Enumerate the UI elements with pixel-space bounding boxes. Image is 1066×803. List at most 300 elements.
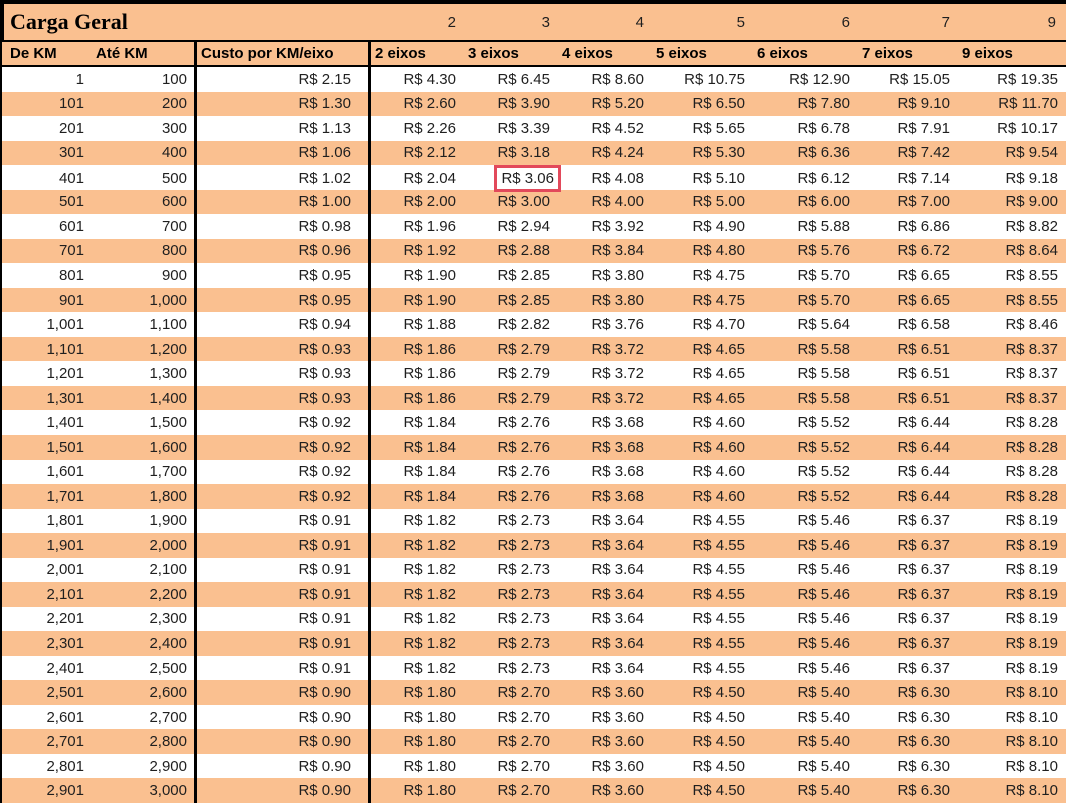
- cell-r18-c5[interactable]: R$ 2.76: [497, 487, 550, 505]
- cell-r1-c9[interactable]: R$ 15.05: [889, 70, 950, 88]
- cell-r5-c4[interactable]: R$ 2.04: [368, 165, 464, 192]
- cell-r18-c3[interactable]: R$ 0.92: [194, 484, 368, 509]
- cell-r24-c9[interactable]: R$ 6.37: [897, 634, 950, 652]
- cell-r30-c6[interactable]: R$ 3.60: [591, 782, 644, 800]
- cell-r9-c4[interactable]: R$ 1.90: [368, 263, 464, 288]
- cell-r1-c1[interactable]: 1: [75, 70, 84, 88]
- cell-r23-c10[interactable]: R$ 8.19: [1005, 610, 1058, 628]
- cell-r22-c6[interactable]: R$ 3.64: [591, 585, 644, 603]
- cell-r8-c8[interactable]: R$ 5.76: [797, 242, 850, 260]
- title-axle-count-3[interactable]: 3: [541, 13, 550, 31]
- cell-r12-c5[interactable]: R$ 2.79: [497, 340, 550, 358]
- cell-r12-c1[interactable]: 1,101: [46, 340, 84, 358]
- cell-r12-c2[interactable]: 1,200: [149, 340, 187, 358]
- cell-r19-c2[interactable]: 1,900: [149, 512, 187, 530]
- cell-r5-c2[interactable]: 500: [161, 170, 187, 188]
- cell-r16-c5[interactable]: R$ 2.76: [497, 438, 550, 456]
- cell-r2-c8[interactable]: R$ 7.80: [797, 95, 850, 113]
- cell-r12-c3[interactable]: R$ 0.93: [194, 337, 368, 362]
- cell-r17-c9[interactable]: R$ 6.44: [897, 463, 950, 481]
- cell-r14-c4[interactable]: R$ 1.86: [368, 386, 464, 411]
- cell-r16-c1[interactable]: 1,501: [46, 438, 84, 456]
- cell-r8-c4[interactable]: R$ 1.92: [368, 239, 464, 264]
- cell-r13-c10[interactable]: R$ 8.37: [1005, 365, 1058, 383]
- cell-r14-c10[interactable]: R$ 8.37: [1005, 389, 1058, 407]
- cell-r18-c10[interactable]: R$ 8.28: [1005, 487, 1058, 505]
- cell-r14-c2[interactable]: 1,400: [149, 389, 187, 407]
- cell-r9-c3[interactable]: R$ 0.95: [194, 263, 368, 288]
- cell-r8-c2[interactable]: 800: [161, 242, 187, 260]
- cell-r15-c4[interactable]: R$ 1.84: [368, 410, 464, 435]
- cell-r18-c2[interactable]: 1,800: [149, 487, 187, 505]
- cell-r17-c1[interactable]: 1,601: [46, 463, 84, 481]
- cell-r27-c8[interactable]: R$ 5.40: [797, 708, 850, 726]
- cell-r18-c8[interactable]: R$ 5.52: [797, 487, 850, 505]
- cell-r16-c4[interactable]: R$ 1.84: [368, 435, 464, 460]
- cell-r16-c2[interactable]: 1,600: [149, 438, 187, 456]
- cell-r20-c4[interactable]: R$ 1.82: [368, 533, 464, 558]
- header-5-eixos[interactable]: 5 eixos: [656, 45, 707, 62]
- cell-r7-c2[interactable]: 700: [161, 217, 187, 235]
- cell-r24-c3[interactable]: R$ 0.91: [194, 631, 368, 656]
- cell-r3-c6[interactable]: R$ 4.52: [591, 119, 644, 137]
- header-6-eixos[interactable]: 6 eixos: [757, 45, 808, 62]
- cell-r16-c3[interactable]: R$ 0.92: [194, 435, 368, 460]
- cell-r28-c7[interactable]: R$ 4.50: [692, 733, 745, 751]
- cell-r19-c3[interactable]: R$ 0.91: [194, 509, 368, 534]
- cell-r12-c8[interactable]: R$ 5.58: [797, 340, 850, 358]
- cell-r19-c8[interactable]: R$ 5.46: [797, 512, 850, 530]
- cell-r14-c3[interactable]: R$ 0.93: [194, 386, 368, 411]
- cell-r3-c10[interactable]: R$ 10.17: [997, 119, 1058, 137]
- cell-r24-c5[interactable]: R$ 2.73: [497, 634, 550, 652]
- cell-r17-c7[interactable]: R$ 4.60: [692, 463, 745, 481]
- cell-r2-c7[interactable]: R$ 6.50: [692, 95, 745, 113]
- cell-r29-c3[interactable]: R$ 0.90: [194, 754, 368, 779]
- cell-r29-c2[interactable]: 2,900: [149, 757, 187, 775]
- cell-r8-c1[interactable]: 701: [58, 242, 84, 260]
- cell-r26-c8[interactable]: R$ 5.40: [797, 684, 850, 702]
- cell-r1-c2[interactable]: 100: [161, 70, 187, 88]
- cell-r14-c5[interactable]: R$ 2.79: [497, 389, 550, 407]
- cell-r3-c5[interactable]: R$ 3.39: [497, 119, 550, 137]
- cell-r30-c9[interactable]: R$ 6.30: [897, 782, 950, 800]
- cell-r3-c2[interactable]: 300: [161, 119, 187, 137]
- cell-r23-c7[interactable]: R$ 4.55: [692, 610, 745, 628]
- cell-r25-c9[interactable]: R$ 6.37: [897, 659, 950, 677]
- cell-r5-c3[interactable]: R$ 1.02: [194, 165, 368, 192]
- cell-r21-c6[interactable]: R$ 3.64: [591, 561, 644, 579]
- cell-r3-c1[interactable]: 201: [58, 119, 84, 137]
- cell-r23-c5[interactable]: R$ 2.73: [497, 610, 550, 628]
- cell-r3-c3[interactable]: R$ 1.13: [194, 116, 368, 141]
- cell-r15-c6[interactable]: R$ 3.68: [591, 414, 644, 432]
- cell-r7-c1[interactable]: 601: [58, 217, 84, 235]
- cell-r20-c5[interactable]: R$ 2.73: [497, 536, 550, 554]
- cell-r8-c6[interactable]: R$ 3.84: [591, 242, 644, 260]
- cell-r7-c7[interactable]: R$ 4.90: [692, 217, 745, 235]
- cell-r20-c1[interactable]: 1,901: [46, 536, 84, 554]
- cell-r6-c9[interactable]: R$ 7.00: [897, 193, 950, 211]
- cell-r20-c7[interactable]: R$ 4.55: [692, 536, 745, 554]
- cell-r29-c5[interactable]: R$ 2.70: [497, 757, 550, 775]
- cell-r24-c4[interactable]: R$ 1.82: [368, 631, 464, 656]
- cell-r10-c3[interactable]: R$ 0.95: [194, 288, 368, 313]
- cell-r26-c5[interactable]: R$ 2.70: [497, 684, 550, 702]
- cell-r11-c8[interactable]: R$ 5.64: [797, 316, 850, 334]
- cell-r11-c9[interactable]: R$ 6.58: [897, 316, 950, 334]
- cell-r25-c8[interactable]: R$ 5.46: [797, 659, 850, 677]
- cell-r11-c7[interactable]: R$ 4.70: [692, 316, 745, 334]
- cell-r30-c4[interactable]: R$ 1.80: [368, 778, 464, 803]
- cell-r1-c7[interactable]: R$ 10.75: [684, 70, 745, 88]
- cell-r9-c7[interactable]: R$ 4.75: [692, 267, 745, 285]
- cell-r6-c1[interactable]: 501: [58, 193, 84, 211]
- cell-r2-c2[interactable]: 200: [161, 95, 187, 113]
- title-axle-count-9[interactable]: 9: [1047, 13, 1056, 31]
- cell-r16-c6[interactable]: R$ 3.68: [591, 438, 644, 456]
- cell-r4-c7[interactable]: R$ 5.30: [692, 144, 745, 162]
- cell-r21-c2[interactable]: 2,100: [149, 561, 187, 579]
- title-axle-count-7[interactable]: 7: [941, 13, 950, 31]
- cell-r26-c9[interactable]: R$ 6.30: [897, 684, 950, 702]
- cell-r3-c7[interactable]: R$ 5.65: [692, 119, 745, 137]
- cell-r11-c5[interactable]: R$ 2.82: [497, 316, 550, 334]
- cell-r5-c7[interactable]: R$ 5.10: [692, 170, 745, 188]
- cell-r27-c2[interactable]: 2,700: [149, 708, 187, 726]
- cell-r26-c4[interactable]: R$ 1.80: [368, 680, 464, 705]
- cell-r21-c10[interactable]: R$ 8.19: [1005, 561, 1058, 579]
- cell-r9-c8[interactable]: R$ 5.70: [797, 267, 850, 285]
- cell-r30-c7[interactable]: R$ 4.50: [692, 782, 745, 800]
- cell-r4-c9[interactable]: R$ 7.42: [897, 144, 950, 162]
- cell-r10-c10[interactable]: R$ 8.55: [1005, 291, 1058, 309]
- cell-r21-c3[interactable]: R$ 0.91: [194, 558, 368, 583]
- cell-r4-c2[interactable]: 400: [161, 144, 187, 162]
- cell-r14-c7[interactable]: R$ 4.65: [692, 389, 745, 407]
- cell-r29-c9[interactable]: R$ 6.30: [897, 757, 950, 775]
- cell-r30-c5[interactable]: R$ 2.70: [497, 782, 550, 800]
- cell-r2-c9[interactable]: R$ 9.10: [897, 95, 950, 113]
- cell-r21-c5[interactable]: R$ 2.73: [497, 561, 550, 579]
- cell-r12-c7[interactable]: R$ 4.65: [692, 340, 745, 358]
- cell-r10-c9[interactable]: R$ 6.65: [897, 291, 950, 309]
- cell-r6-c4[interactable]: R$ 2.00: [368, 190, 464, 215]
- cell-r12-c4[interactable]: R$ 1.86: [368, 337, 464, 362]
- header-7-eixos[interactable]: 7 eixos: [862, 45, 913, 62]
- cell-r5-c8[interactable]: R$ 6.12: [797, 170, 850, 188]
- cell-r21-c7[interactable]: R$ 4.55: [692, 561, 745, 579]
- cell-r3-c9[interactable]: R$ 7.91: [897, 119, 950, 137]
- cell-r17-c5[interactable]: R$ 2.76: [497, 463, 550, 481]
- cell-r20-c8[interactable]: R$ 5.46: [797, 536, 850, 554]
- cell-r9-c5[interactable]: R$ 2.85: [497, 267, 550, 285]
- cell-r6-c7[interactable]: R$ 5.00: [692, 193, 745, 211]
- cell-r24-c6[interactable]: R$ 3.64: [591, 634, 644, 652]
- cell-r14-c8[interactable]: R$ 5.58: [797, 389, 850, 407]
- cell-r15-c1[interactable]: 1,401: [46, 414, 84, 432]
- cell-r12-c10[interactable]: R$ 8.37: [1005, 340, 1058, 358]
- cell-r28-c5[interactable]: R$ 2.70: [497, 733, 550, 751]
- cell-r4-c4[interactable]: R$ 2.12: [368, 141, 464, 166]
- cell-r30-c8[interactable]: R$ 5.40: [797, 782, 850, 800]
- cell-r28-c8[interactable]: R$ 5.40: [797, 733, 850, 751]
- cell-r7-c6[interactable]: R$ 3.92: [591, 217, 644, 235]
- cell-r2-c1[interactable]: 101: [58, 95, 84, 113]
- cell-r19-c7[interactable]: R$ 4.55: [692, 512, 745, 530]
- cell-r25-c1[interactable]: 2,401: [46, 659, 84, 677]
- cell-r29-c6[interactable]: R$ 3.60: [591, 757, 644, 775]
- cell-r19-c4[interactable]: R$ 1.82: [368, 509, 464, 534]
- cell-r2-c6[interactable]: R$ 5.20: [591, 95, 644, 113]
- cell-r20-c2[interactable]: 2,000: [149, 536, 187, 554]
- cell-r11-c4[interactable]: R$ 1.88: [368, 312, 464, 337]
- cell-r5-c5[interactable]: [464, 165, 558, 192]
- cell-r26-c2[interactable]: 2,600: [149, 684, 187, 702]
- cell-r30-c3[interactable]: R$ 0.90: [194, 778, 368, 803]
- cell-r26-c3[interactable]: R$ 0.90: [194, 680, 368, 705]
- cell-r13-c5[interactable]: R$ 2.79: [497, 365, 550, 383]
- cell-r15-c7[interactable]: R$ 4.60: [692, 414, 745, 432]
- cell-r14-c1[interactable]: 1,301: [46, 389, 84, 407]
- cell-r18-c1[interactable]: 1,701: [46, 487, 84, 505]
- cell-r4-c1[interactable]: 301: [58, 144, 84, 162]
- cell-r7-c5[interactable]: R$ 2.94: [497, 217, 550, 235]
- cell-r23-c3[interactable]: R$ 0.91: [194, 607, 368, 632]
- cell-r22-c8[interactable]: R$ 5.46: [797, 585, 850, 603]
- cell-r6-c2[interactable]: 600: [161, 193, 187, 211]
- cell-r17-c4[interactable]: R$ 1.84: [368, 460, 464, 485]
- cell-r19-c9[interactable]: R$ 6.37: [897, 512, 950, 530]
- cell-r7-c8[interactable]: R$ 5.88: [797, 217, 850, 235]
- cell-r22-c7[interactable]: R$ 4.55: [692, 585, 745, 603]
- cell-r23-c2[interactable]: 2,300: [149, 610, 187, 628]
- cell-r13-c6[interactable]: R$ 3.72: [591, 365, 644, 383]
- cell-r5-c1[interactable]: 401: [58, 170, 84, 188]
- cell-r16-c8[interactable]: R$ 5.52: [797, 438, 850, 456]
- cell-r28-c3[interactable]: R$ 0.90: [194, 729, 368, 754]
- cell-r2-c10[interactable]: R$ 11.70: [998, 95, 1058, 113]
- cell-r5-c10[interactable]: R$ 9.18: [1005, 170, 1058, 188]
- cell-r27-c5[interactable]: R$ 2.70: [497, 708, 550, 726]
- cell-r6-c6[interactable]: R$ 4.00: [591, 193, 644, 211]
- cell-r8-c3[interactable]: R$ 0.96: [194, 239, 368, 264]
- cell-r11-c10[interactable]: R$ 8.46: [1005, 316, 1058, 334]
- cell-r17-c2[interactable]: 1,700: [149, 463, 187, 481]
- cell-r27-c4[interactable]: R$ 1.80: [368, 705, 464, 730]
- cell-r7-c3[interactable]: R$ 0.98: [194, 214, 368, 239]
- cell-r29-c1[interactable]: 2,801: [46, 757, 84, 775]
- cell-r7-c9[interactable]: R$ 6.86: [897, 217, 950, 235]
- cell-r10-c2[interactable]: 1,000: [149, 291, 187, 309]
- cell-r1-c4[interactable]: R$ 4.30: [368, 67, 464, 92]
- cell-r8-c5[interactable]: R$ 2.88: [497, 242, 550, 260]
- cell-r28-c1[interactable]: 2,701: [46, 733, 84, 751]
- cell-r30-c2[interactable]: 3,000: [149, 782, 187, 800]
- cell-r13-c7[interactable]: R$ 4.65: [692, 365, 745, 383]
- cell-r1-c5[interactable]: R$ 6.45: [497, 70, 550, 88]
- cell-r30-c10[interactable]: R$ 8.10: [1005, 782, 1058, 800]
- cell-r29-c8[interactable]: R$ 5.40: [797, 757, 850, 775]
- cell-r27-c1[interactable]: 2,601: [46, 708, 84, 726]
- cell-r13-c4[interactable]: R$ 1.86: [368, 361, 464, 386]
- cell-r20-c3[interactable]: R$ 0.91: [194, 533, 368, 558]
- cell-r16-c9[interactable]: R$ 6.44: [897, 438, 950, 456]
- cell-r25-c4[interactable]: R$ 1.82: [368, 656, 464, 681]
- cell-r17-c8[interactable]: R$ 5.52: [797, 463, 850, 481]
- cell-r22-c2[interactable]: 2,200: [149, 585, 187, 603]
- cell-r4-c10[interactable]: R$ 9.54: [1005, 144, 1058, 162]
- cell-r29-c4[interactable]: R$ 1.80: [368, 754, 464, 779]
- cell-r28-c2[interactable]: 2,800: [149, 733, 187, 751]
- cell-r11-c2[interactable]: 1,100: [149, 316, 187, 334]
- cell-r27-c9[interactable]: R$ 6.30: [897, 708, 950, 726]
- cell-r27-c10[interactable]: R$ 8.10: [1005, 708, 1058, 726]
- cell-r25-c5[interactable]: R$ 2.73: [497, 659, 550, 677]
- cell-r26-c10[interactable]: R$ 8.10: [1005, 684, 1058, 702]
- cell-r15-c5[interactable]: R$ 2.76: [497, 414, 550, 432]
- cell-r19-c6[interactable]: R$ 3.64: [591, 512, 644, 530]
- cell-r17-c10[interactable]: R$ 8.28: [1005, 463, 1058, 481]
- cell-r10-c8[interactable]: R$ 5.70: [797, 291, 850, 309]
- cell-r9-c2[interactable]: 900: [161, 267, 187, 285]
- cell-r2-c4[interactable]: R$ 2.60: [368, 92, 464, 117]
- cell-r4-c8[interactable]: R$ 6.36: [797, 144, 850, 162]
- cell-r17-c3[interactable]: R$ 0.92: [194, 460, 368, 485]
- cell-r30-c1[interactable]: 2,901: [46, 782, 84, 800]
- cell-r21-c9[interactable]: R$ 6.37: [897, 561, 950, 579]
- cell-r4-c5[interactable]: R$ 3.18: [497, 144, 550, 162]
- cell-r5-c6[interactable]: R$ 4.08: [591, 170, 644, 188]
- cell-r14-c9[interactable]: R$ 6.51: [897, 389, 950, 407]
- cell-r9-c6[interactable]: R$ 3.80: [591, 267, 644, 285]
- cell-r22-c4[interactable]: R$ 1.82: [368, 582, 464, 607]
- cell-r22-c3[interactable]: R$ 0.91: [194, 582, 368, 607]
- cell-r15-c10[interactable]: R$ 8.28: [1005, 414, 1058, 432]
- cell-r28-c10[interactable]: R$ 8.10: [1005, 733, 1058, 751]
- cell-r3-c4[interactable]: R$ 2.26: [368, 116, 464, 141]
- cell-r9-c1[interactable]: 801: [58, 267, 84, 285]
- cell-r23-c4[interactable]: R$ 1.82: [368, 607, 464, 632]
- header-9-eixos[interactable]: 9 eixos: [962, 45, 1013, 62]
- cell-r15-c9[interactable]: R$ 6.44: [897, 414, 950, 432]
- cell-r1-c8[interactable]: R$ 12.90: [789, 70, 850, 88]
- cell-r22-c1[interactable]: 2,101: [46, 585, 84, 603]
- cell-r13-c8[interactable]: R$ 5.58: [797, 365, 850, 383]
- cell-r1-c6[interactable]: R$ 8.60: [591, 70, 644, 88]
- cell-r13-c3[interactable]: R$ 0.93: [194, 361, 368, 386]
- cell-r25-c6[interactable]: R$ 3.64: [591, 659, 644, 677]
- cell-r13-c9[interactable]: R$ 6.51: [897, 365, 950, 383]
- cell-r21-c1[interactable]: 2,001: [46, 561, 84, 579]
- cell-r1-c10[interactable]: R$ 19.35: [997, 70, 1058, 88]
- header-de-km[interactable]: De KM: [10, 45, 57, 62]
- cell-r6-c8[interactable]: R$ 6.00: [797, 193, 850, 211]
- cell-r28-c4[interactable]: R$ 1.80: [368, 729, 464, 754]
- table-title[interactable]: Carga Geral: [10, 9, 128, 34]
- header-4-eixos[interactable]: 4 eixos: [562, 45, 613, 62]
- cell-r18-c4[interactable]: R$ 1.84: [368, 484, 464, 509]
- cell-r26-c7[interactable]: R$ 4.50: [692, 684, 745, 702]
- cell-r23-c8[interactable]: R$ 5.46: [797, 610, 850, 628]
- cell-r23-c6[interactable]: R$ 3.64: [591, 610, 644, 628]
- cell-r27-c6[interactable]: R$ 3.60: [591, 708, 644, 726]
- cell-r20-c6[interactable]: R$ 3.64: [591, 536, 644, 554]
- cell-r23-c1[interactable]: 2,201: [46, 610, 84, 628]
- cell-r11-c3[interactable]: R$ 0.94: [194, 312, 368, 337]
- cell-r10-c6[interactable]: R$ 3.80: [591, 291, 644, 309]
- cell-r20-c10[interactable]: R$ 8.19: [1005, 536, 1058, 554]
- cell-r24-c2[interactable]: 2,400: [149, 634, 187, 652]
- cell-r12-c6[interactable]: R$ 3.72: [591, 340, 644, 358]
- cell-r2-c5[interactable]: R$ 3.90: [497, 95, 550, 113]
- cell-r2-c3[interactable]: R$ 1.30: [194, 92, 368, 117]
- cell-r24-c8[interactable]: R$ 5.46: [797, 634, 850, 652]
- cell-r19-c10[interactable]: R$ 8.19: [1005, 512, 1058, 530]
- cell-r21-c8[interactable]: R$ 5.46: [797, 561, 850, 579]
- cell-r4-c3[interactable]: R$ 1.06: [194, 141, 368, 166]
- cell-r3-c8[interactable]: R$ 6.78: [797, 119, 850, 137]
- cell-r10-c7[interactable]: R$ 4.75: [692, 291, 745, 309]
- cell-r11-c6[interactable]: R$ 3.76: [591, 316, 644, 334]
- cell-r5-c9[interactable]: R$ 7.14: [897, 170, 950, 188]
- cell-r10-c5[interactable]: R$ 2.85: [497, 291, 550, 309]
- cell-r18-c7[interactable]: R$ 4.60: [692, 487, 745, 505]
- cell-r9-c10[interactable]: R$ 8.55: [1005, 267, 1058, 285]
- cell-r10-c4[interactable]: R$ 1.90: [368, 288, 464, 313]
- header-ate-km[interactable]: Até KM: [96, 45, 148, 62]
- cell-r9-c9[interactable]: R$ 6.65: [897, 267, 950, 285]
- cell-r19-c5[interactable]: R$ 2.73: [497, 512, 550, 530]
- cell-r22-c5[interactable]: R$ 2.73: [497, 585, 550, 603]
- cell-r6-c10[interactable]: R$ 9.00: [1005, 193, 1058, 211]
- cell-r13-c1[interactable]: 1,201: [46, 365, 84, 383]
- header-custo-por-km-eixo[interactable]: Custo por KM/eixo: [194, 42, 368, 65]
- cell-r25-c2[interactable]: 2,500: [149, 659, 187, 677]
- cell-r20-c9[interactable]: R$ 6.37: [897, 536, 950, 554]
- cell-r18-c9[interactable]: R$ 6.44: [897, 487, 950, 505]
- cell-r15-c8[interactable]: R$ 5.52: [797, 414, 850, 432]
- cell-r4-c6[interactable]: R$ 4.24: [591, 144, 644, 162]
- cell-r18-c6[interactable]: R$ 3.68: [591, 487, 644, 505]
- cell-r27-c7[interactable]: R$ 4.50: [692, 708, 745, 726]
- cell-r26-c6[interactable]: R$ 3.60: [591, 684, 644, 702]
- header-3-eixos[interactable]: 3 eixos: [468, 45, 519, 62]
- cell-r13-c2[interactable]: 1,300: [149, 365, 187, 383]
- cell-r25-c7[interactable]: R$ 4.55: [692, 659, 745, 677]
- cell-r8-c9[interactable]: R$ 6.72: [897, 242, 950, 260]
- title-axle-count-2[interactable]: 2: [447, 13, 456, 31]
- cell-r29-c10[interactable]: R$ 8.10: [1005, 757, 1058, 775]
- cell-r27-c3[interactable]: R$ 0.90: [194, 705, 368, 730]
- cell-r14-c6[interactable]: R$ 3.72: [591, 389, 644, 407]
- cell-r10-c1[interactable]: 901: [58, 291, 84, 309]
- cell-r25-c10[interactable]: R$ 8.19: [1005, 659, 1058, 677]
- cell-r22-c10[interactable]: R$ 8.19: [1005, 585, 1058, 603]
- cell-r7-c4[interactable]: R$ 1.96: [368, 214, 464, 239]
- cell-r15-c2[interactable]: 1,500: [149, 414, 187, 432]
- cell-r28-c6[interactable]: R$ 3.60: [591, 733, 644, 751]
- cell-r8-c10[interactable]: R$ 8.64: [1005, 242, 1058, 260]
- cell-r26-c1[interactable]: 2,501: [46, 684, 84, 702]
- cell-r15-c3[interactable]: R$ 0.92: [194, 410, 368, 435]
- cell-r24-c1[interactable]: 2,301: [46, 634, 84, 652]
- title-axle-count-4[interactable]: 4: [635, 13, 644, 31]
- cell-r11-c1[interactable]: 1,001: [46, 316, 84, 334]
- cell-r29-c7[interactable]: R$ 4.50: [692, 757, 745, 775]
- cell-r12-c9[interactable]: R$ 6.51: [897, 340, 950, 358]
- cell-r16-c7[interactable]: R$ 4.60: [692, 438, 745, 456]
